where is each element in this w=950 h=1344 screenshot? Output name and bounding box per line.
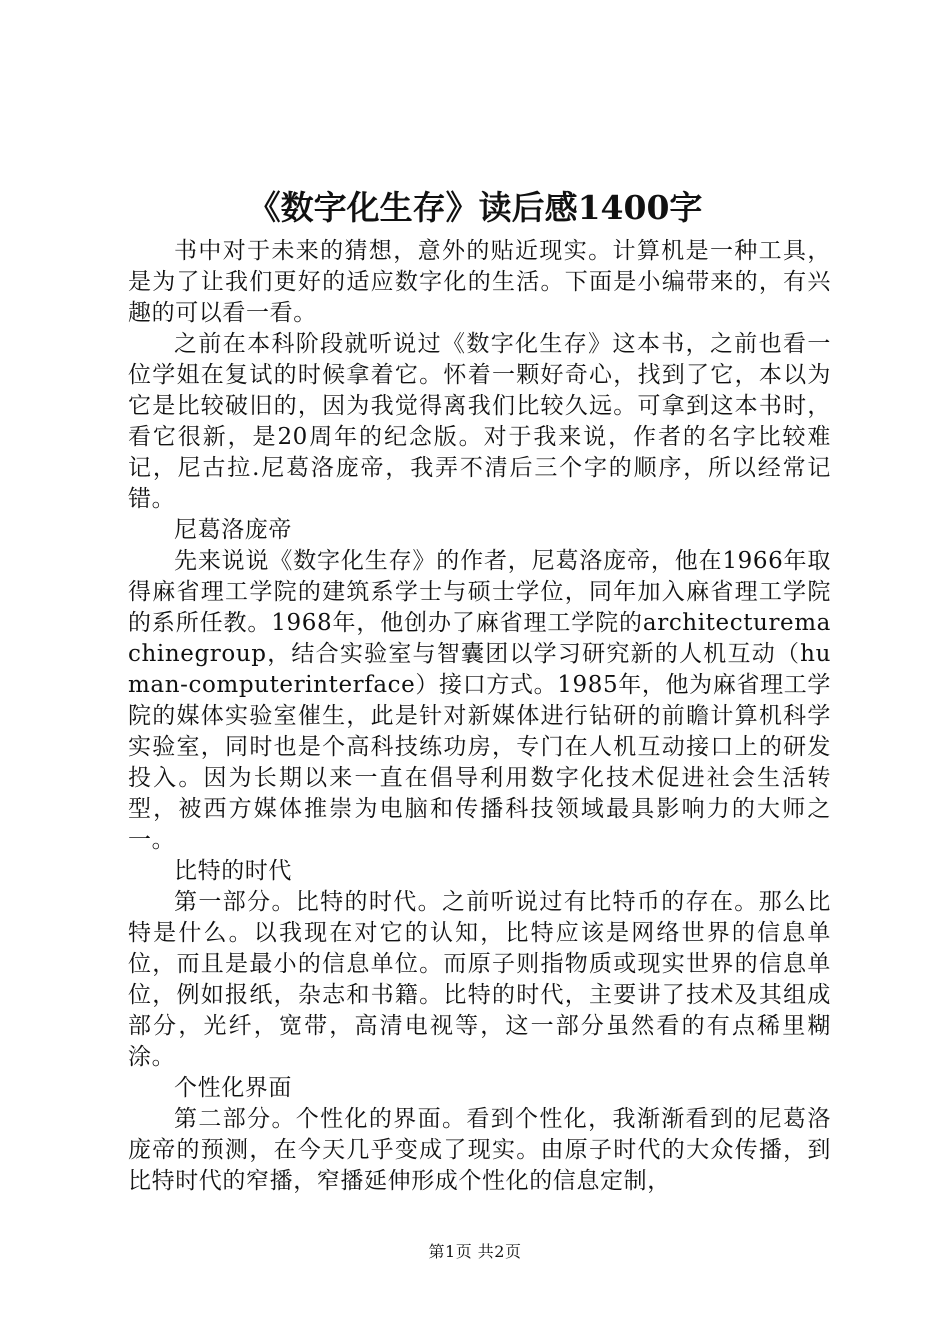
- paragraph-author: 先来说说《数字化生存》的作者，尼葛洛庞帝，他在1966年取得麻省理工学院的建筑系学士与硕士学位，同年加入麻省理工学院的系所任教。1968年，他创办了麻省理工学院的architecturemachinegroup，结合实验室与智囊团以学习研究新的人机互动（human-computerinterface）接口方式。1985年，他为麻省理工学院的媒体实验室催生，此是针对新媒体进行钻研的前瞻计算机科学实验室，同时也是个高科技练功房，专门在人机互动接口上的研发投入。因为长期以来一直在倡导利用数字化技术促进社会生活转型，被西方媒体推崇为电脑和传播科技领域最具影响力的大师之一。: [128, 548, 831, 853]
- paragraph-interface: 第二部分。个性化的界面。看到个性化，我渐渐看到的尼葛洛庞帝的预测，在今天几乎变成了现实。由原子时代的大众传播，到比特时代的窄播，窄播延伸形成个性化的信息定制，: [128, 1106, 831, 1194]
- page-number-footer: 第1页 共2页: [428, 1242, 522, 1261]
- paragraph-bits: 第一部分。比特的时代。之前听说过有比特币的存在。那么比特是什么。以我现在对它的认知，比特应该是网络世界的信息单位，而且是最小的信息单位。而原子则指物质或现实世界的信息单位，例如报纸，杂志和书籍。比特的时代，主要讲了技术及其组成部分，光纤，宽带，高清电视等，这一部分虽然看的有点稀里糊涂。: [128, 889, 831, 1070]
- paragraph-intro: 书中对于未来的猜想，意外的贴近现实。计算机是一种工具，是为了让我们更好的适应数字化的生活。下面是小编带来的，有兴趣的可以看一看。: [128, 238, 831, 326]
- section-heading-bits: 比特的时代: [174, 858, 292, 884]
- document-body: [128, 236, 831, 1197]
- section-heading-interface: 个性化界面: [174, 1075, 292, 1101]
- paragraph-background: 之前在本科阶段就听说过《数字化生存》这本书，之前也看一位学姐在复试的时候拿着它。怀着一颗好奇心，找到了它，本以为它是比较破旧的，因为我觉得离我们比较久远。可拿到这本书时，看它很新，是20周年的纪念版。对于我来说，作者的名字比较难记，尼古拉.尼葛洛庞帝，我弄不清后三个字的顺序，所以经常记错。: [128, 331, 831, 512]
- section-heading-author: 尼葛洛庞帝: [174, 517, 292, 543]
- document-title: 《数字化生存》读后感1400字: [247, 188, 703, 227]
